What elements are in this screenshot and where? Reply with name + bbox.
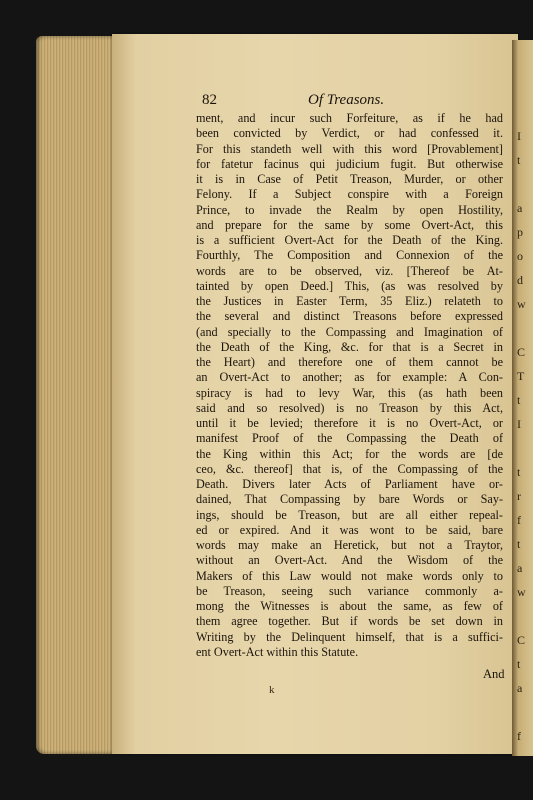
text-line: is a sufficient Overt-Act for the Death of the King.	[196, 233, 503, 247]
text-line: Death. Divers later Acts of Parliament have or-	[196, 477, 503, 491]
text-line: For this standeth well with this word [Provablement]	[196, 141, 503, 156]
page-number: 82	[202, 92, 217, 108]
text-line: without an Overt-Act. And the Wisdom of the	[196, 553, 503, 568]
facing-page-text	[517, 124, 531, 748]
text-line: Writing by the Delinquent himself, that is a suffici-	[196, 629, 503, 644]
page-header	[196, 92, 503, 110]
text-line: them agree together. But if words be set down in	[196, 614, 503, 629]
text-line: ed or expired. And it was wont to be said, bare	[196, 522, 503, 537]
facing-page-letter	[517, 316, 531, 340]
text-line: ent Overt-Act within this Statute.	[196, 644, 359, 659]
text-line: mong the Witnesses is about the same, as few of	[196, 599, 503, 613]
printer-ornament: k	[269, 684, 275, 696]
text-line: ceo, &c. thereof] that is, of the Compassing of the	[196, 461, 503, 476]
text-line: for fatetur facinus qui judicium fugit. But otherwise	[196, 156, 503, 171]
facing-page-letter	[517, 436, 531, 460]
facing-page-letter: f	[517, 513, 521, 527]
facing-page-letter: a	[517, 561, 523, 575]
text-line: Felony. If a Subject conspire with a Foreign	[196, 187, 503, 202]
facing-page-letter: I	[517, 129, 521, 143]
catchword: And	[483, 667, 505, 681]
facing-page-letter: r	[517, 489, 521, 503]
facing-page-letter: t	[517, 393, 521, 407]
text-line: the Death of the King, &c. for that is a Secret in	[196, 339, 503, 354]
facing-page-letter: w	[517, 585, 526, 599]
facing-page-letter: w	[517, 297, 526, 311]
text-line: until it be levied; therefore it is no Overt-Act, or	[196, 416, 503, 430]
facing-page-letter: I	[517, 417, 521, 431]
text-line: and prepare for the same by some Overt-Act, this	[196, 217, 503, 232]
text-line: the King within this Act; for the words are [de	[196, 446, 503, 461]
facing-page-letter: o	[517, 249, 523, 263]
text-line: Prince, to invade the Realm by open Hostility,	[196, 202, 503, 217]
text-line: words are to be observed, viz. [Thereof be At-	[196, 263, 503, 278]
page-edges	[36, 36, 116, 754]
facing-page-letter: t	[517, 465, 521, 479]
facing-page-letter: a	[517, 201, 523, 215]
running-head: Of Treasons.	[308, 92, 385, 108]
facing-page-letter: C	[517, 345, 526, 359]
text-line: the Heart) and therefore one of them cannot be	[196, 355, 503, 369]
facing-page-letter: T	[517, 369, 525, 383]
text-line: the several and distinct Treasons before expressed	[196, 309, 503, 324]
text-line: ment, and incur such Forfeiture, as if he had	[196, 111, 503, 125]
text-line: Fourthly, The Composition and Connexion of the	[196, 248, 503, 263]
text-line: words may make an Heretick, but not a Traytor,	[196, 538, 503, 552]
text-line: dained, That Compassing by bare Words or Say-	[196, 492, 503, 507]
text-line: spiracy is had to levy War, this (as hath been	[196, 385, 503, 400]
text-line: ings, should be Treason, but are all either repeal-	[196, 507, 503, 522]
text-line: it is in Case of Petit Treason, Murder, or other	[196, 172, 503, 186]
text-line: said and so resolved) is no Treason by this Act,	[196, 400, 503, 415]
facing-page-letter: t	[517, 537, 521, 551]
text-line: manifest Proof of the Compassing the Death of	[196, 431, 503, 446]
facing-page-letter: d	[517, 273, 523, 287]
facing-page-letter: t	[517, 153, 521, 167]
facing-page-letter	[517, 172, 531, 196]
text-line: tainted by open Deed.] This, (as was resolved by	[196, 278, 503, 293]
facing-page-letter: a	[517, 681, 523, 695]
facing-page-letter: p	[517, 225, 523, 239]
facing-page-letter	[517, 700, 531, 724]
facing-page-letter: t	[517, 657, 521, 671]
text-line: an Overt-Act to another; as for example: A Con-	[196, 370, 503, 385]
text-line: be Treason, seeing such variance commonly a-	[196, 583, 503, 598]
facing-page-letter: C	[517, 633, 526, 647]
facing-page-letter: f	[517, 729, 521, 743]
text-line: (and specially to the Compassing and Imagination of	[196, 324, 503, 339]
text-line: the Justices in Easter Term, 35 Eliz.) relateth to	[196, 294, 503, 308]
text-line: been convicted by Verdict, or had confessed it.	[196, 126, 503, 141]
facing-page-letter	[517, 604, 531, 628]
text-line: Makers of this Law would not make words only to	[196, 568, 503, 583]
